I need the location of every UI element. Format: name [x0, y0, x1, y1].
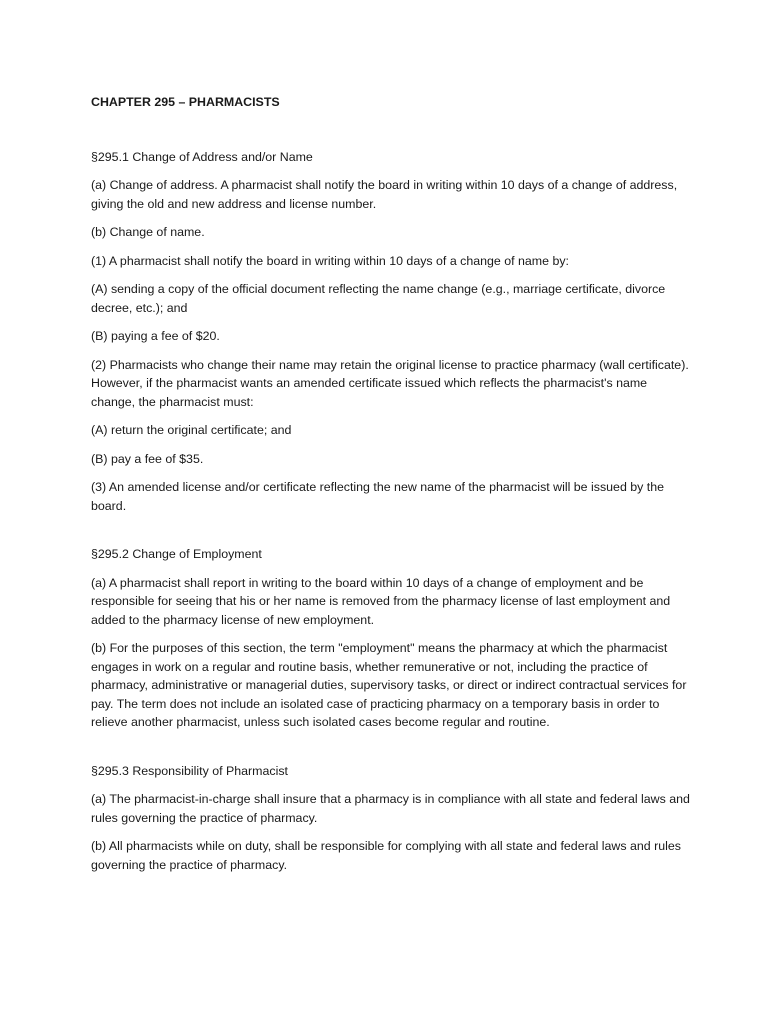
paragraph: (B) pay a fee of $35.: [91, 451, 204, 466]
paragraph: (a) The pharmacist-in-charge shall insure that a pharmacy is in compliance with all state and federal laws and rules governing the practice of pharmacy.: [91, 792, 690, 825]
chapter-title: CHAPTER 295 – PHARMACISTS: [91, 95, 280, 109]
section-295-2: [91, 545, 691, 732]
document-content: [91, 93, 691, 904]
paragraph: (2) Pharmacists who change their name may retain the original license to practice pharmacy (wall certificate). However, if the pharmacist wants an amended certificate issued which reflects the pharmacist's name change, the pharmacist must:: [91, 357, 689, 409]
section-heading: §295.3 Responsibility of Pharmacist: [91, 763, 288, 778]
paragraph: (a) Change of address. A pharmacist shall notify the board in writing within 10 days of a change of address, giving the old and new address and license number.: [91, 178, 678, 211]
section-295-3: [91, 762, 691, 875]
paragraph: (A) sending a copy of the official document reflecting the name change (e.g., marriage certificate, divorce decree, etc.); and: [91, 282, 666, 315]
paragraph: (b) Change of name.: [91, 225, 205, 239]
paragraph: (A) return the original certificate; and: [91, 423, 292, 437]
section-heading: §295.1 Change of Address and/or Name: [91, 149, 313, 164]
paragraph: (a) A pharmacist shall report in writing to the board within 10 days of a change of employment and be responsible for seeing that his or her name is removed from the pharmacy license of last employment and added to the pharmacy license of new employment.: [91, 575, 671, 627]
paragraph: (b) All pharmacists while on duty, shall be responsible for complying with all state and federal laws and rules governing the practice of pharmacy.: [91, 839, 681, 872]
section-295-1: [91, 148, 691, 516]
section-heading: §295.2 Change of Employment: [91, 547, 262, 561]
paragraph: (B) paying a fee of $20.: [91, 329, 220, 343]
paragraph: (1) A pharmacist shall notify the board in writing within 10 days of a change of name by:: [91, 253, 569, 268]
paragraph: (b) For the purposes of this section, the term "employment" means the pharmacy at which the pharmacist engages in work on a regular and routine basis, whether remunerative or not, including the practice of pharmacy, administrative or managerial duties, supervisory tasks, or direct or indirect contractual services for pay. The term does not include an isolated case of practicing pharmacy on a temporary basis in order to relieve another pharmacist, unless such isolated cases become regular and routine.: [91, 641, 687, 729]
paragraph: (3) An amended license and/or certificate reflecting the new name of the pharmacist will be issued by the board.: [91, 480, 665, 513]
